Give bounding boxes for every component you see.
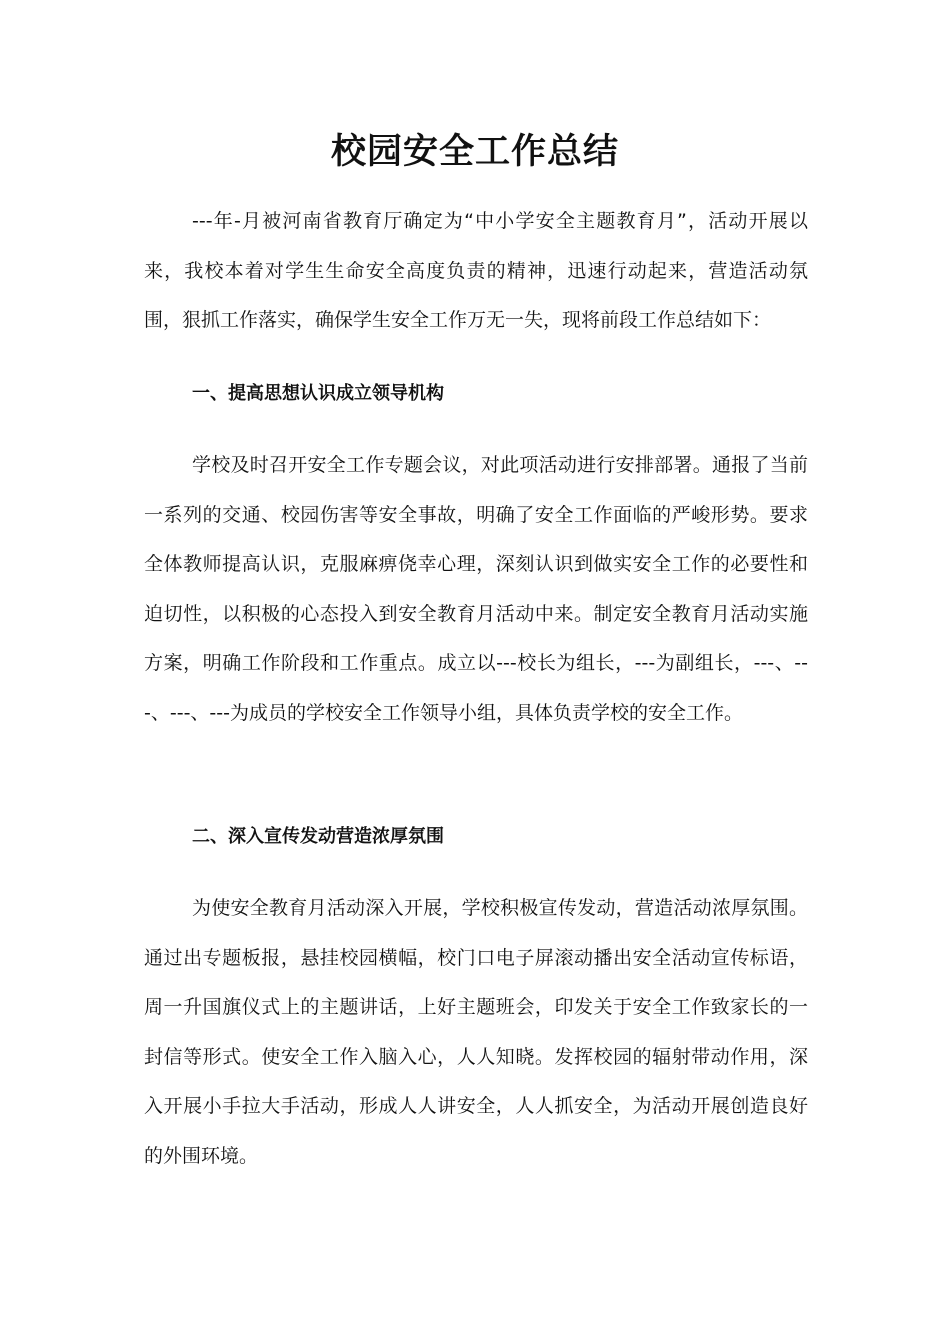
document-title: 校园安全工作总结 [330,132,619,172]
section-body-1: 学校及时召开安全工作专题会议，对此项活动进行安排部署。通报了当前一系列的交通、校园伤害等安全事故，明确了安全工作面临的严峻形势。要求全体教师提高认识，克服麻痹侥幸心理，深刻认识到做实安全工作的必要性和迫切性，以积极的心态投入到安全教育月活动中来。制定安全教育月活动实施方案，明确工作阶段和工作重点。成立以---校长为组长，---为副组长，---、---、---、---为成员的学校安全工作领导小组，具体负责学校的安全工作。 [144,454,808,724]
section-heading-2: 二、深入宣传发动营造浓厚氛围 [192,826,444,847]
section-heading-1: 一、提高思想认识成立领导机构 [192,383,444,404]
section-body-2: 为使安全教育月活动深入开展，学校积极宣传发动，营造活动浓厚氛围。通过出专题板报，悬挂校园横幅，校门口电子屏滚动播出安全活动宣传标语，周一升国旗仪式上的主题讲话，上好主题班会，印发关于安全工作致家长的一封信等形式。使安全工作入脑入心，人人知晓。发挥校园的辐射带动作用，深入开展小手拉大手活动，形成人人讲安全，人人抓安全，为活动开展创造良好的外围环境。 [144,897,808,1167]
intro-paragraph: ---年-月被河南省教育厅确定为“中小学安全主题教育月”，活动开展以来，我校本着对学生生命安全高度负责的精神，迅速行动起来，营造活动氛围，狠抓工作落实，确保学生安全工作万无一失，现将前段工作总结如下： [144,210,808,331]
